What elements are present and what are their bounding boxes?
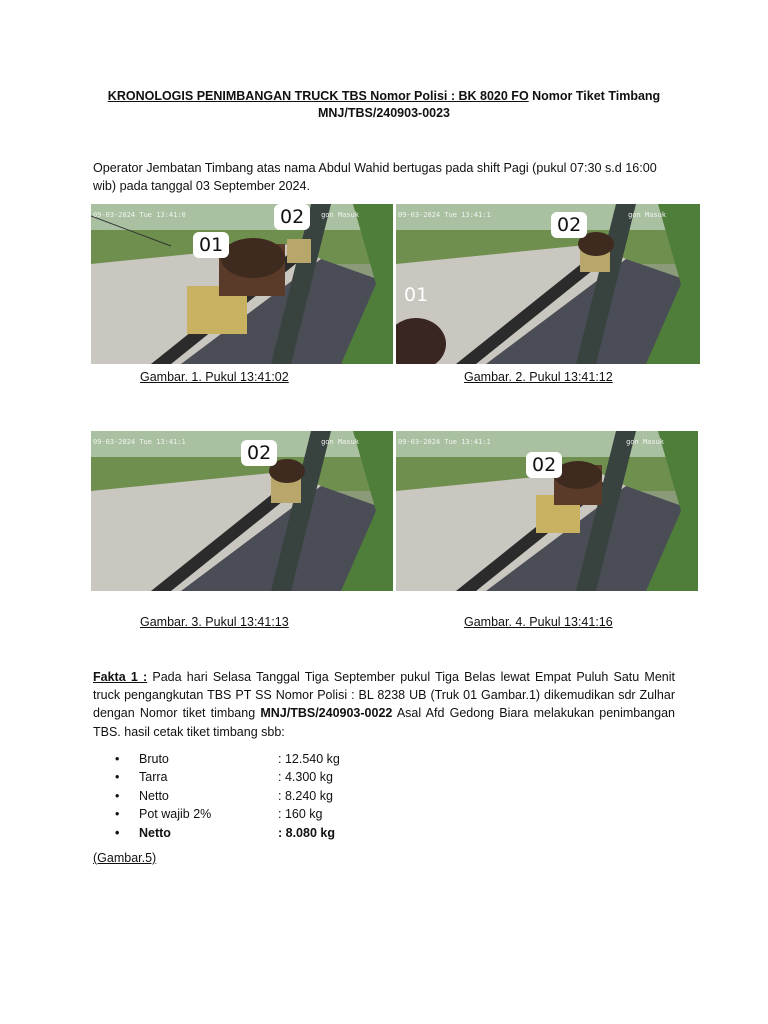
cctv-photo-3 [91, 431, 393, 591]
photo-2-camera-label: gon Masuk [628, 211, 666, 219]
photo-2-tag-02: 02 [551, 212, 587, 238]
cctv-photo-4 [396, 431, 698, 591]
photo-4-timestamp: 09-03-2024 Tue 13:41:1 [398, 438, 491, 446]
cctv-photo-2 [396, 204, 700, 364]
title-part-1: KRONOLOGIS PENIMBANGAN TRUCK TBS Nomor Polisi : BK 8020 FO [107, 89, 529, 103]
weight-label: Tarra [139, 770, 168, 785]
weight-item-pot-wajib [115, 805, 515, 823]
weight-value: : 4.300 kg [278, 770, 333, 785]
weight-value: : 12.540 kg [278, 752, 340, 766]
weight-list [115, 750, 515, 842]
photo-1-tag-01: 01 [193, 232, 229, 258]
weight-value: : 8.080 kg [278, 825, 335, 840]
photo-2-timestamp: 09-03-2024 Tue 13:41:1 [398, 211, 491, 219]
figure-reference: (Gambar.5) [93, 851, 157, 865]
weight-value: : 8.240 kg [278, 788, 333, 803]
photo-3-caption: Gambar. 3. Pukul 13:41:13 [140, 615, 289, 629]
weight-label: Bruto [139, 752, 169, 766]
weight-label: Pot wajib 2% [139, 807, 212, 822]
fakta-1-text-2: Asal Afd Gedong Biara melakukan penimbangan TBS. hasil cetak tiket timbang sbb: [93, 706, 675, 739]
photo-2-caption: Gambar. 2. Pukul 13:41:12 [464, 370, 613, 384]
bullet-icon: • [115, 770, 120, 785]
photo-3-tag-02: 02 [241, 440, 277, 466]
cctv-photo-1 [91, 204, 393, 364]
bullet-icon: • [115, 788, 120, 803]
weight-item-netto-final [115, 824, 515, 842]
weight-item-bruto [115, 750, 515, 768]
photo-2-tag-01: 01 [404, 284, 429, 306]
bullet-icon: • [115, 807, 120, 822]
photo-1-timestamp: 09-03-2024 Tue 13:41:0 [93, 211, 186, 219]
title-ticket-number: MNJ/TBS/240903-0023 [317, 106, 451, 120]
photo-4-camera-label: gon Masuk [626, 438, 664, 446]
photo-1-tag-02: 02 [274, 204, 310, 230]
fakta-1-paragraph [93, 668, 675, 741]
weight-label: Netto [139, 788, 169, 803]
photo-1-caption: Gambar. 1. Pukul 13:41:02 [140, 370, 289, 384]
photo-3-timestamp: 09-03-2024 Tue 13:41:1 [93, 438, 186, 446]
photo-4-tag-02: 02 [526, 452, 562, 478]
weight-label: Netto [139, 825, 171, 840]
bullet-icon: • [115, 752, 120, 766]
weight-value: : 160 kg [278, 807, 323, 822]
bullet-icon: • [115, 825, 120, 840]
document-title [92, 88, 676, 122]
photo-1-camera-label: gon Masuk [321, 211, 359, 219]
weight-item-tarra [115, 768, 515, 786]
weight-item-netto [115, 787, 515, 805]
fakta-1-text-1: Pada hari Selasa Tanggal Tiga September pukul Tiga Belas lewat Empat Puluh Satu Menit truck pengangkutan TBS PT SS Nomor Polisi : BL 8238 UB (Truk 01 Gambar.1) dikemudikan sdr Zulhar dengan Nomor tiket timbang [93, 670, 676, 721]
fakta-1-ticket: MNJ/TBS/240903-0022 [260, 706, 393, 721]
fakta-1-label: Fakta 1 : [93, 670, 148, 684]
photo-3-camera-label: gon Masuk [321, 438, 359, 446]
photo-4-caption: Gambar. 4. Pukul 13:41:16 [464, 615, 613, 629]
intro-paragraph: Operator Jembatan Timbang atas nama Abdul Wahid bertugas pada shift Pagi (pukul 07:30 s.d 16:00 wib) pada tanggal 03 September 2024. [93, 161, 657, 193]
title-part-2: Nomor Tiket Timbang [528, 89, 661, 103]
